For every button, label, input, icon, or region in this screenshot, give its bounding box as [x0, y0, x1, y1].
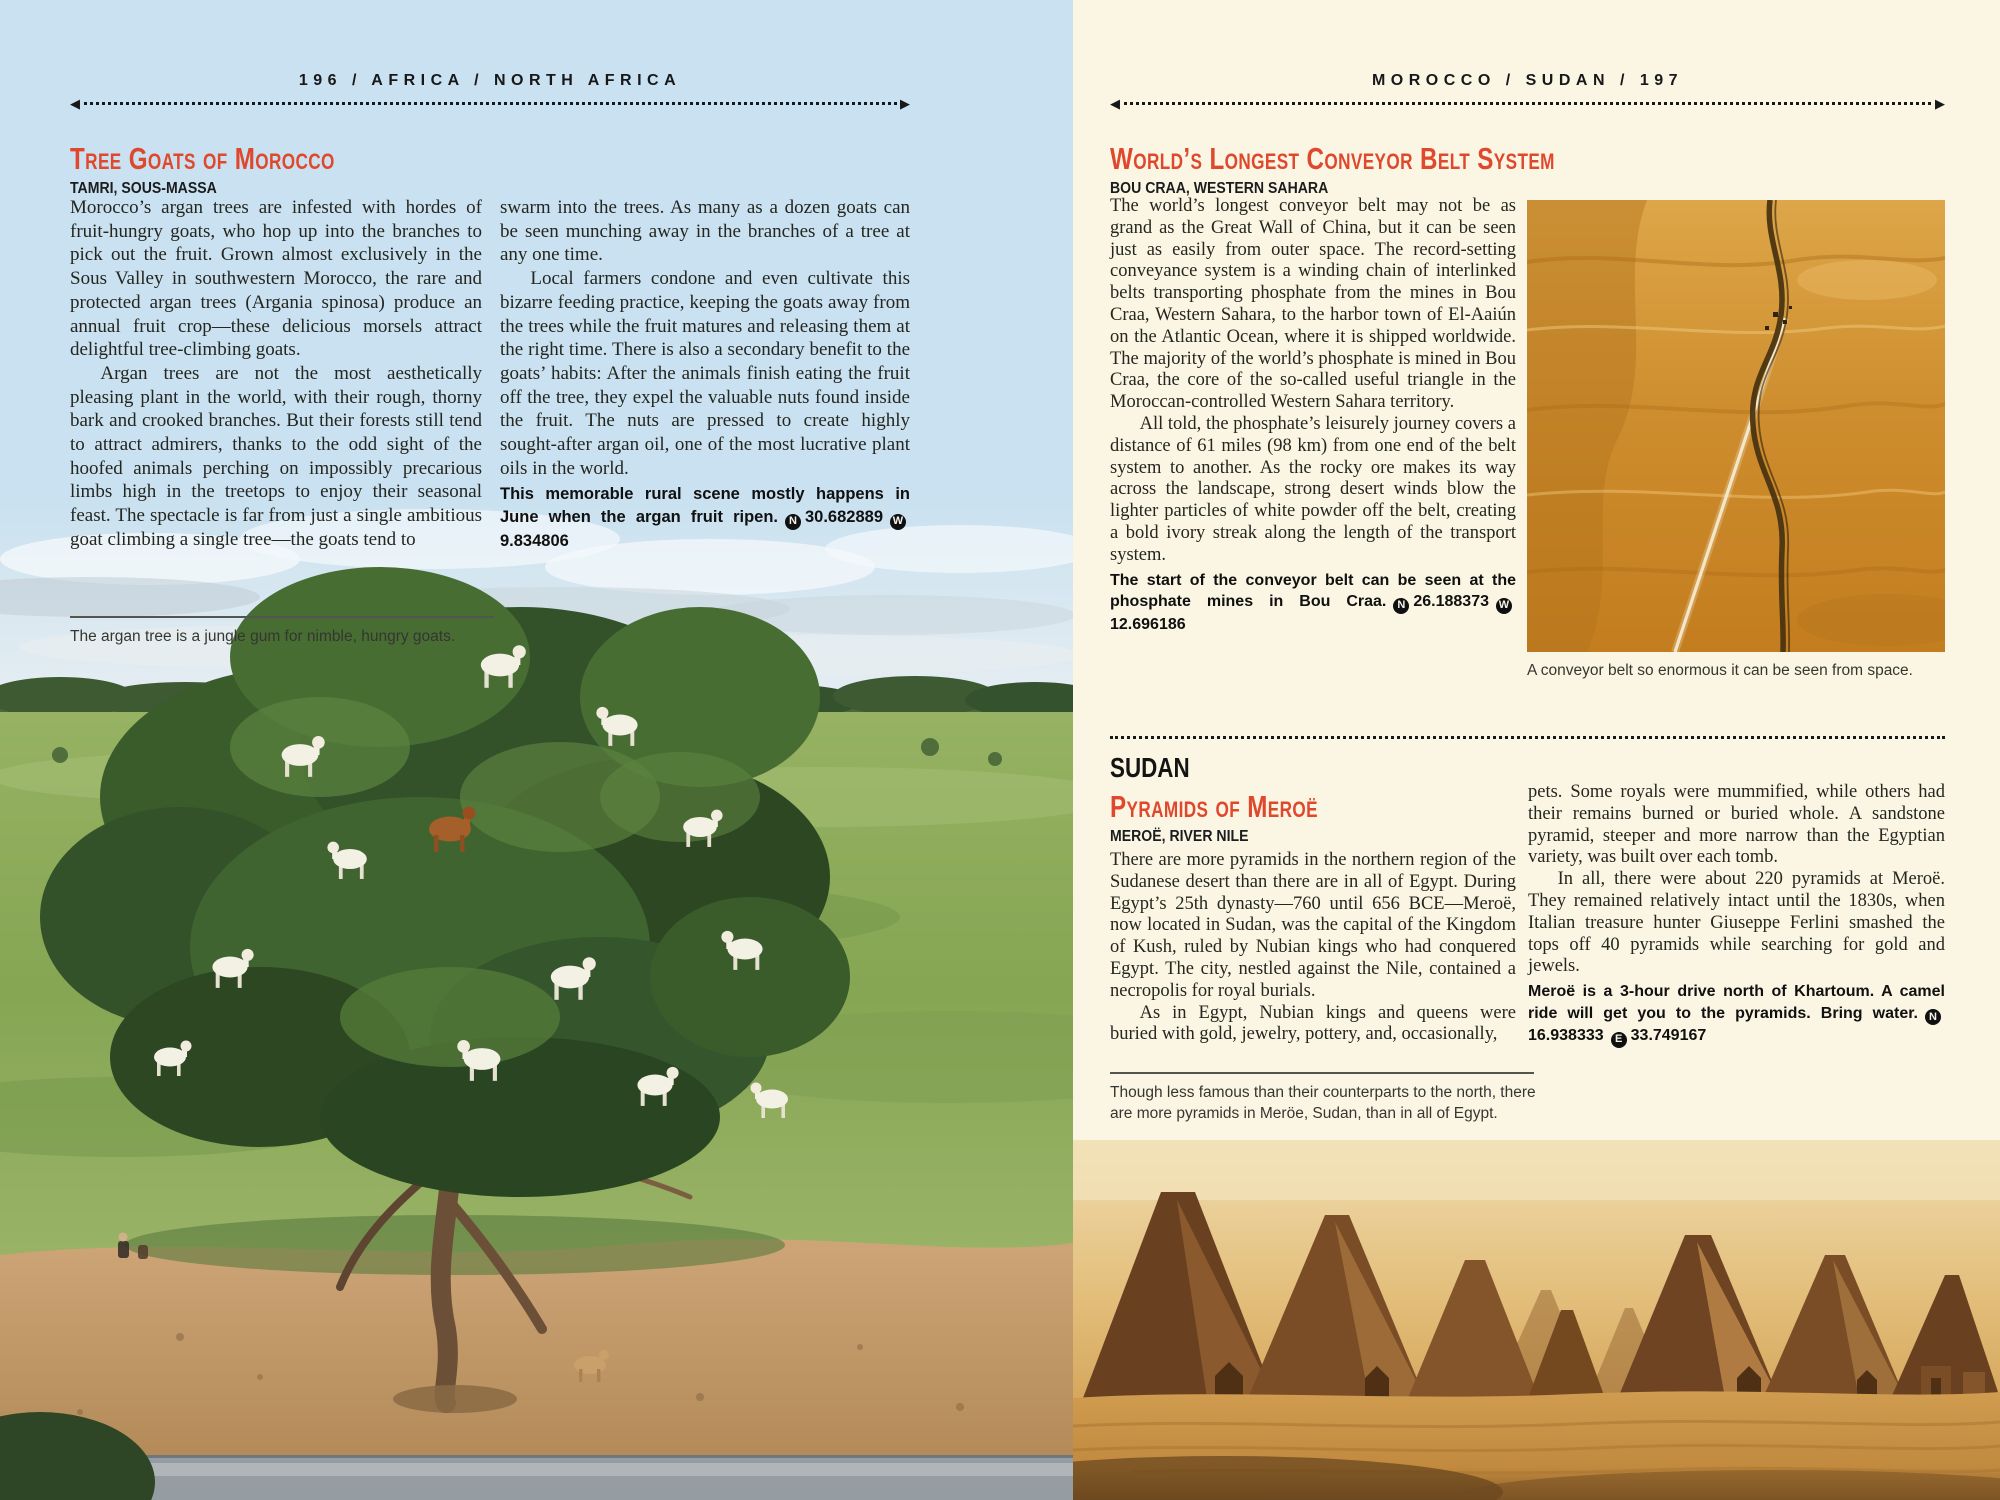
paragraph: In all, there were about 220 pyramids at Meroë. They remained relatively intact until the 1830s, when Italian treasure hunter Giuseppe Ferlini smashed the tops off 40 pyramids while searching for gold and jewels. — [1528, 869, 1945, 977]
tree-goats-column-1 — [70, 196, 482, 552]
argan-photo-illustration — [0, 497, 1073, 1500]
country-heading-sudan: SUDAN — [1110, 752, 1190, 783]
longitude-badge: E — [1611, 1032, 1627, 1048]
longitude-value: 12.696186 — [1110, 615, 1186, 633]
note-text: This memorable rural scene mostly happens in June when the argan fruit ripen. — [500, 485, 910, 527]
tree-shadow — [125, 1215, 785, 1275]
arrow-right-icon: ▶ — [900, 96, 910, 111]
dotted-rule — [77, 102, 903, 105]
paragraph: Local farmers condone and even cultivate this bizarre feeding practice, keeping the goats away from the trees while the fruit matures and releasing them at the right time. There is also a secondary benefit to the goats’ habits: After the animals finish eating the fruit off the tree, they expel the valuable nuts found inside the fruit. The nuts are pressed to create highly sought-after argan oil, one of the most lucrative plant oils in the world. — [500, 268, 910, 479]
tree-goats-column-2 — [500, 196, 910, 553]
latitude-value: 16.938333 — [1528, 1027, 1604, 1045]
paragraph: As in Egypt, Nubian kings and queens were buried with gold, jewelry, pottery, and, occasionally, — [1110, 1002, 1516, 1045]
conveyor-aerial-photo — [1527, 200, 1945, 652]
longitude-value: 33.749167 — [1630, 1027, 1707, 1045]
latitude-badge: N — [1925, 1009, 1941, 1025]
article-title-meroe: Pyramids of Meroë — [1110, 789, 1318, 824]
practical-note — [1110, 570, 1516, 636]
latitude-badge: N — [1393, 598, 1409, 614]
argan-tree-goats-photo — [0, 497, 1073, 1500]
conveyor-column — [1110, 196, 1516, 635]
paragraph: Morocco’s argan trees are infested with hordes of fruit-hungry goats, who hop up into the branches to pick out the fruit. Grown almost exclusively in the Sous Valley in southwestern Morocco, the rare and protected argan trees (Argania spinosa) produce an annual fruit crop—these delicious morsels attract delightful tree-climbing goats. — [70, 197, 482, 361]
paragraph: All told, the phosphate’s leisurely journey covers a distance of 61 miles (98 km) from one end of the belt system to another. As the rocky ore makes its way across the landscape, strong desert winds blow the lighter particles of white powder off the belt, creating a bold ivory streak along the length of the transport system. — [1110, 413, 1516, 565]
latitude-badge: N — [785, 514, 801, 530]
caption-rule — [70, 616, 494, 618]
paragraph: Argan trees are not the most aesthetically pleasing plant in the world, with their rough, thorny bark and crooked branches. But their forests still tend to attract admirers, thanks to the odd sight of the hoofed animals perching on impossibly precarious limbs high in the treetops to enjoy their seasonal feast. The spectacle is far from just a single ambitious goat climbing a single tree—the goats tend to — [70, 362, 482, 550]
section-divider — [1110, 736, 1945, 739]
article-location-bou-craa: BOU CRAA, WESTERN SAHARA — [1110, 180, 1329, 197]
note-text: Meroë is a 3-hour drive north of Khartoum. A camel ride will get you to the pyramids. Bring water. — [1528, 983, 1945, 1022]
pyramids-photo-illustration — [1073, 1140, 2000, 1500]
conveyor-photo-caption — [1527, 660, 1945, 681]
article-title-tree-goats: Tree Goats of Morocco — [70, 141, 335, 176]
latitude-value: 30.682889 — [805, 508, 883, 527]
practical-note — [500, 483, 910, 553]
goat-photo-caption — [70, 616, 494, 647]
article-location-meroe: MEROË, RIVER NILE — [1110, 828, 1249, 845]
road — [0, 1455, 1073, 1500]
meroe-pyramids-photo — [1073, 1140, 2000, 1500]
caption-rule — [1110, 1072, 1534, 1074]
paragraph: The world’s longest conveyor belt may not be as grand as the Great Wall of China, but it can be seen just as easily from outer space. The record-setting conveyance system is a winding chain of interlinked belts transporting phosphate from the mines in Bou Craa, Western Sahara, to the harbor town of El-Aaiún on the Atlantic Ocean, where it is shipped worldwide. The majority of the world’s phosphate is mined in Bou Craa, the core of the so-called useful triangle in the Moroccan-controlled Western Sahara territory. — [1110, 196, 1516, 413]
article-title-conveyor: World’s Longest Conveyor Belt System — [1110, 141, 1555, 176]
arrow-left-icon: ◀ — [70, 96, 80, 111]
paragraph: swarm into the trees. As many as a dozen goats can be seen munching away in the branches of a tree at any one time. — [500, 197, 910, 266]
longitude-value: 9.834806 — [500, 531, 569, 550]
caption-text: Though less famous than their counterparts to the north, there are more pyramids in Meröe, Sudan, than in all of Egypt. — [1110, 1084, 1536, 1122]
paragraph: There are more pyramids in the northern region of the Sudanese desert than there are in all of Egypt. During Egypt’s 25th dynasty—760 until 656 BCE—Meroë, now located in Sudan, was the capital of the Kingdom of Kush, ruled by Nubian kings who had conquered Egypt. The city, nestled against the Nile, contained a necropolis for royal burials. — [1110, 850, 1516, 1001]
haze-band — [1073, 1140, 2000, 1200]
longitude-badge: W — [1496, 598, 1512, 614]
practical-note — [1528, 981, 1945, 1048]
caption-text: A conveyor belt so enormous it can be seen from space. — [1527, 662, 1913, 679]
right-running-head — [1110, 72, 1945, 110]
latitude-value: 26.188373 — [1413, 593, 1489, 611]
article-location-tamri: TAMRI, SOUS-MASSA — [70, 180, 217, 197]
conveyor-photo-illustration — [1527, 200, 1945, 652]
caption-text: The argan tree is a jungle gum for nimble, hungry goats. — [70, 628, 456, 645]
left-running-head — [70, 72, 910, 110]
right-head-rule — [1110, 97, 1945, 110]
meroe-column-2 — [1528, 782, 1945, 1048]
left-folio: 196 / AFRICA / NORTH AFRICA — [298, 72, 682, 89]
note-text: The start of the conveyor belt can be seen at the phosphate mines in Bou Craa. — [1110, 571, 1516, 611]
meroe-column-1 — [1110, 850, 1516, 1046]
right-folio: MOROCCO / SUDAN / 197 — [1371, 72, 1684, 89]
arrow-left-icon: ◀ — [1110, 96, 1120, 111]
pyramids-photo-caption — [1110, 1072, 1555, 1124]
left-head-rule — [70, 97, 910, 110]
dotted-rule — [1117, 102, 1938, 105]
longitude-badge: W — [890, 514, 906, 530]
paragraph: pets. Some royals were mummified, while others had their remains burned or buried whole. A sandstone pyramid, steeper and more narrow than the Egyptian variety, was built over each tomb. — [1528, 782, 1945, 868]
arrow-right-icon: ▶ — [1935, 96, 1945, 111]
